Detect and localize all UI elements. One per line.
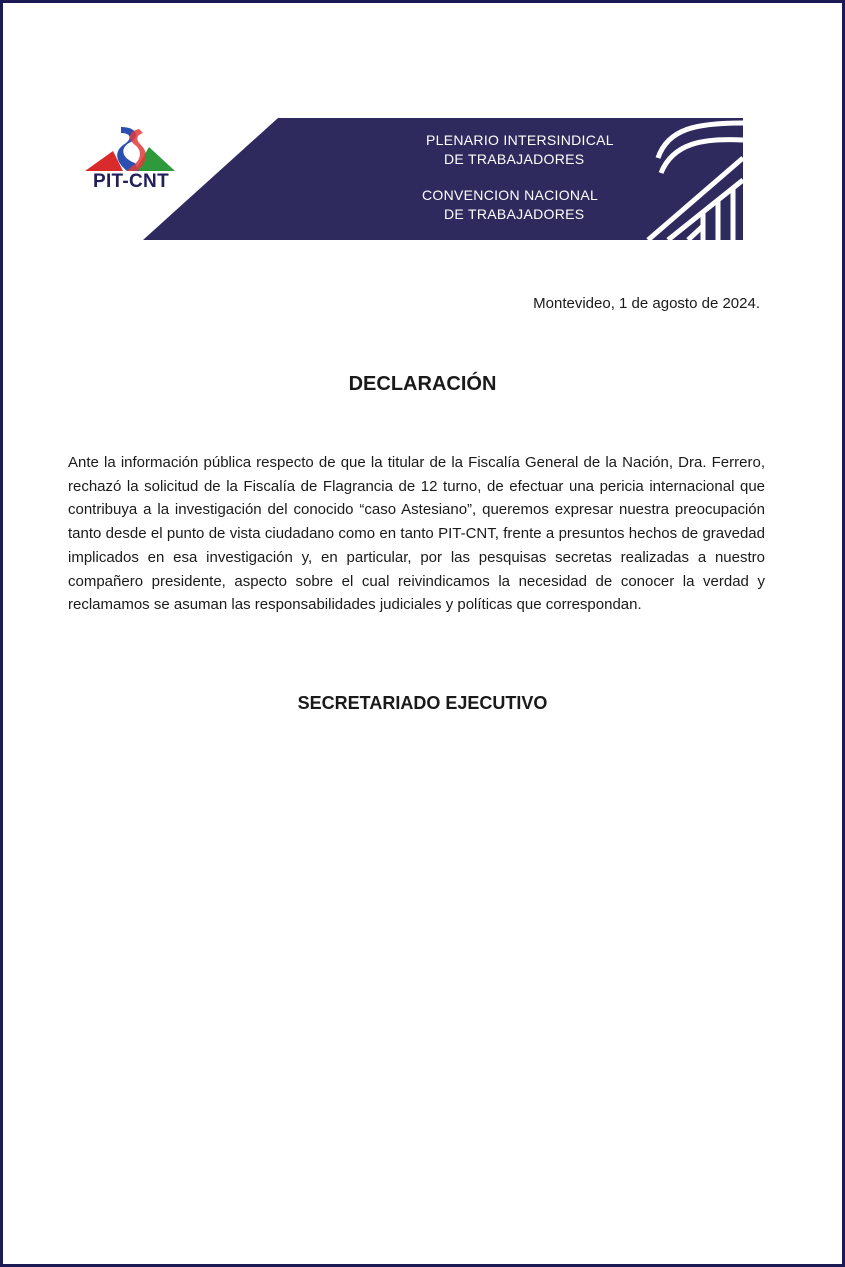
document-date: Montevideo, 1 de agosto de 2024.: [533, 295, 760, 312]
banner-line-2: DE TRABAJADORES: [444, 151, 585, 167]
banner-line-3: CONVENCION NACIONAL: [422, 187, 599, 203]
letterhead: [3, 3, 842, 253]
document-signature: SECRETARIADO EJECUTIVO: [297, 693, 548, 713]
banner-line-4: DE TRABAJADORES: [444, 206, 585, 222]
logo-text: PIT-CNT: [93, 171, 169, 192]
banner-line-1: PLENARIO INTERSINDICAL: [426, 132, 614, 148]
document-body: Ante la información pública respecto de que la titular de la Fiscalía General de la Nación, Dra. Ferrero, rechazó la solicitud de la Fiscalía de Flagrancia de 12 turno, de efectuar una pericia internacional que contribuya a la investigación del conocido “caso Astesiano”, queremos expresar nuestra preocupación tanto desde el punto de vista ciudadano como en tanto PIT-CNT, frente a presuntos hechos de gravedad implicados en esa investigación y, en particular, por las pesquisas secretas realizadas a nuestro compañero presidente, aspecto sobre el cual reivindicamos la necesidad de conocer la verdad y reclamamos se asuman las responsabilidades judiciales y políticas que correspondan.: [68, 454, 765, 614]
document-title: DECLARACIÓN: [348, 373, 497, 395]
